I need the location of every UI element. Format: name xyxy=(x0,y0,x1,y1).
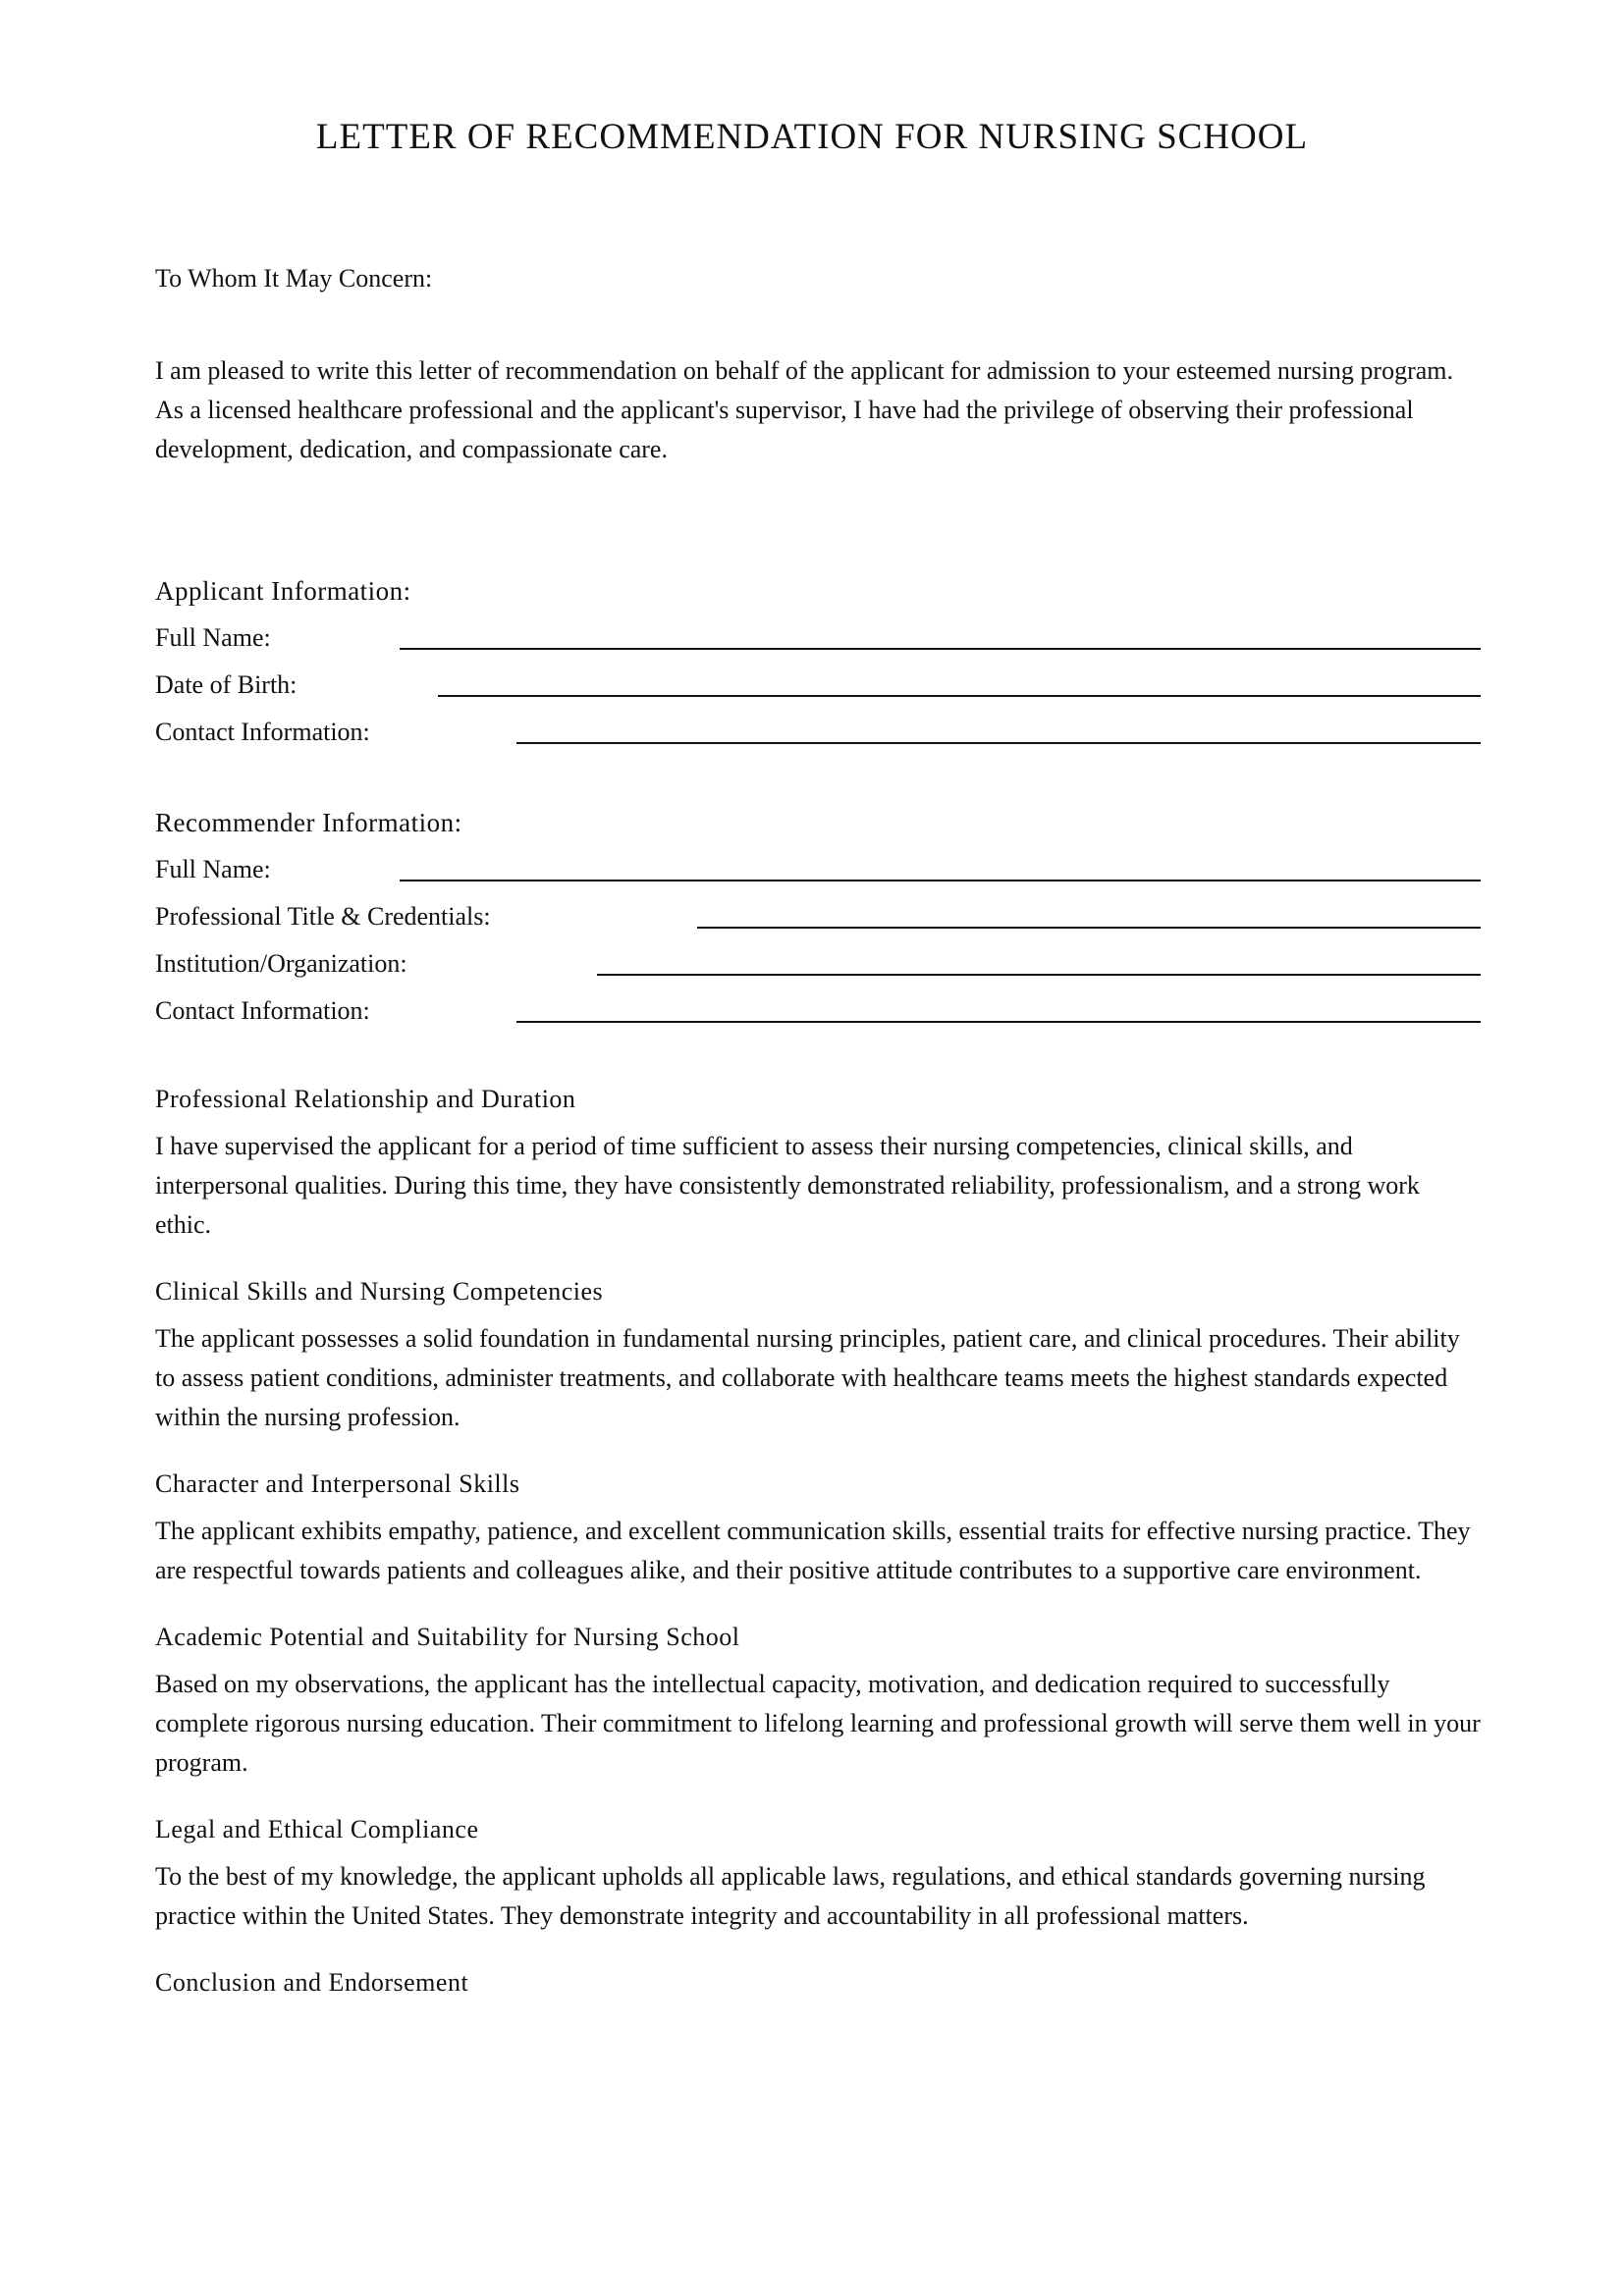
applicant-contact-label: Contact Information: xyxy=(155,718,370,746)
section-professional-relationship xyxy=(155,1080,1481,1245)
applicant-date-of-birth-field[interactable] xyxy=(438,666,1481,697)
section-academic-potential xyxy=(155,1618,1481,1783)
applicant-full-name-row xyxy=(155,611,1481,658)
recommender-contact-field[interactable] xyxy=(516,991,1481,1023)
section-body: I have supervised the applicant for a period of time sufficient to assess their nursing competencies, clinical skills, and interpersonal qualities. During this time, they have consistently demonstrated reliability, professionalism, and a strong work ethic. xyxy=(155,1132,1420,1239)
section-heading: Professional Relationship and Duration xyxy=(155,1085,576,1113)
recommender-contact-label: Contact Information: xyxy=(155,996,370,1025)
recommender-institution-field[interactable] xyxy=(597,944,1481,976)
section-conclusion xyxy=(155,1963,1481,2002)
recommender-institution-label: Institution/Organization: xyxy=(155,949,407,978)
applicant-date-of-birth-row xyxy=(155,658,1481,705)
letter-content xyxy=(155,259,1481,2030)
recommender-title-label: Professional Title & Credentials: xyxy=(155,902,491,931)
recommender-full-name-field[interactable] xyxy=(400,850,1481,881)
section-legal-ethical xyxy=(155,1810,1481,1936)
section-character xyxy=(155,1465,1481,1590)
recommender-institution-row xyxy=(155,936,1481,984)
intro-paragraph: I am pleased to write this letter of recommendation on behalf of the applicant for admission to your esteemed nursing program. As a licensed healthcare professional and the applicant's supervisor, I have had the privilege of observing their professional development, dedication, and compassionate care. xyxy=(155,356,1454,463)
section-body: The applicant exhibits empathy, patience, and excellent communication skills, essential traits for effective nursing practice. They are respectful towards patients and colleagues alike, and their positive attitude contributes to a supportive care environment. xyxy=(155,1517,1471,1584)
document-title: LETTER OF RECOMMENDATION FOR NURSING SCHOOL xyxy=(315,117,1309,157)
applicant-date-of-birth-label: Date of Birth: xyxy=(155,670,298,699)
applicant-contact-row xyxy=(155,705,1481,752)
recommender-title-field[interactable] xyxy=(697,897,1481,929)
applicant-full-name-field[interactable] xyxy=(400,618,1481,650)
section-heading: Clinical Skills and Nursing Competencies xyxy=(155,1277,604,1306)
section-body: Based on my observations, the applicant has the intellectual capacity, motivation, and dedication required to successfully complete rigorous nursing education. Their commitment to lifelong learning and professional growth will serve them well in your program. xyxy=(155,1670,1481,1777)
recommender-contact-row xyxy=(155,984,1481,1031)
section-body: The applicant possesses a solid foundation in fundamental nursing principles, patient care, and clinical procedures. Their ability to assess patient conditions, administer treatments, and collaborate with healthcare teams meets the highest standards expected within the nursing profession. xyxy=(155,1324,1460,1431)
recommender-full-name-row xyxy=(155,842,1481,889)
section-clinical-skills xyxy=(155,1272,1481,1437)
applicant-information-block xyxy=(155,571,1481,752)
applicant-contact-field[interactable] xyxy=(516,713,1481,744)
applicant-information-heading: Applicant Information: xyxy=(155,576,411,606)
section-heading: Character and Interpersonal Skills xyxy=(155,1469,520,1498)
section-heading: Legal and Ethical Compliance xyxy=(155,1815,479,1843)
section-body: To the best of my knowledge, the applicant upholds all applicable laws, regulations, and ethical standards governing nursing practice within the United States. They demonstrate integrity and accountability in all professional matters. xyxy=(155,1862,1426,1930)
section-heading: Academic Potential and Suitability for Nursing School xyxy=(155,1623,740,1651)
recommender-full-name-label: Full Name: xyxy=(155,855,271,883)
applicant-full-name-label: Full Name: xyxy=(155,623,271,652)
recommender-title-row xyxy=(155,889,1481,936)
section-heading: Conclusion and Endorsement xyxy=(155,1968,469,1997)
recommender-information-heading: Recommender Information: xyxy=(155,808,462,837)
salutation: To Whom It May Concern: xyxy=(155,264,433,293)
recommender-information-block xyxy=(155,803,1481,1031)
